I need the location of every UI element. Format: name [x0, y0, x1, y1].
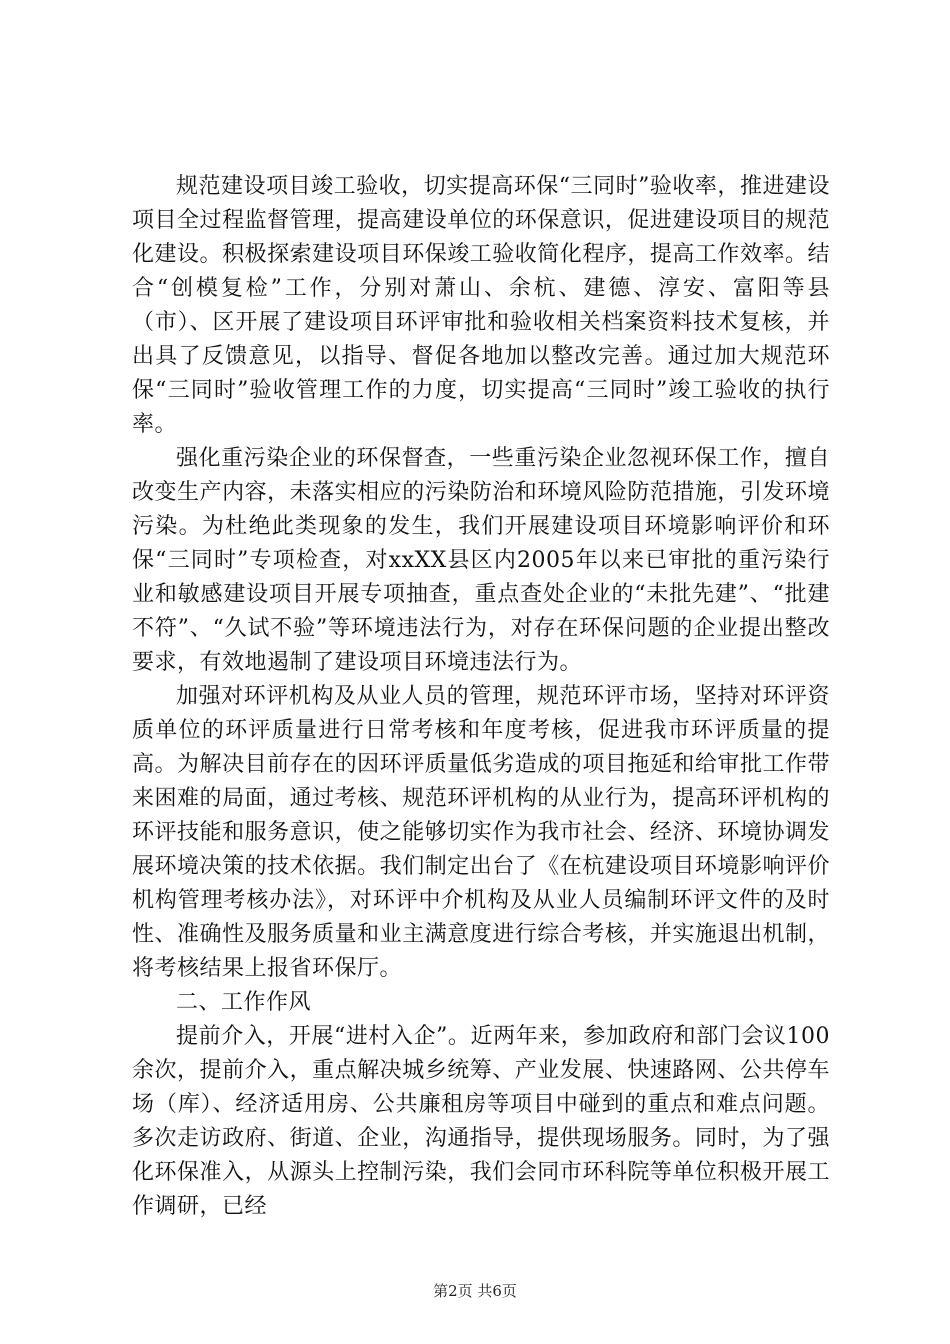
page-number-footer: 第2页 共6页 — [433, 1282, 517, 1300]
document-body — [132, 170, 830, 1224]
paragraph-acceptance: 规范建设项目竣工验收，切实提高环保“三同时”验收率，推进建设项目全过程监督管理，提高建设单位的环保意识，促进建设项目的规范化建设。积极探索建设项目环保竣工验收简化程序，提高工作效率。结合“创模复检”工作，分别对萧山、余杭、建德、淳安、富阳等县（市）、区开展了建设项目环评审批和验收相关档案资料技术复核，并出具了反馈意见，以指导、督促各地加以整改完善。通过加大规范环保“三同时”验收管理工作的力度，切实提高“三同时”竣工验收的执行率。 — [132, 174, 830, 437]
paragraph-eia-agency: 加强对环评机构及从业人员的管理，规范环评市场，坚持对环评资质单位的环评质量进行日常考核和年度考核，促进我市环评质量的提高。为解决目前存在的因环评质量低劣造成的项目拖延和给审批工作带来困难的局面，通过考核、规范环评机构的从业行为，提高环评机构的环评技能和服务意识，使之能够切实作为我市社会、经济、环境协调发展环境决策的技术依据。我们制定出台了《在杭建设项目环境影响评价机构管理考核办法》，对环评中介机构及从业人员编制环评文件的及时性、准确性及服务质量和业主满意度进行综合考核，并实施退出机制，将考核结果上报省环保厅。 — [132, 684, 830, 981]
paragraph-early-intervention: 提前介入，开展“进村入企”。近两年来，参加政府和部门会议100余次，提前介入，重点解决城乡统筹、产业发展、快速路网、公共停车场（库）、经济适用房、公共廉租房等项目中碰到的重点和难点问题。多次走访政府、街道、企业，沟通指导，提供现场服务。同时，为了强化环保准入，从源头上控制污染，我们会同市环科院等单位积极开展工作调研，已经 — [132, 1024, 830, 1219]
paragraph-inspection: 强化重污染企业的环保督查，一些重污染企业忽视环保工作，擅自改变生产内容，未落实相应的污染防治和环境风险防范措施，引发环境污染。为杜绝此类现象的发生，我们开展建设项目环境影响评价和环保“三同时”专项检查，对xxXX县区内2005年以来已审批的重污染行业和敏感建设项目开展专项抽查，重点查处企业的“未批先建”、“批建不符”、“久试不验”等环境违法行为，对存在环保问题的企业提出整改要求，有效地遏制了建设项目环境违法行为。 — [132, 446, 830, 675]
section-heading-work-style: 二、工作作风 — [176, 990, 312, 1015]
